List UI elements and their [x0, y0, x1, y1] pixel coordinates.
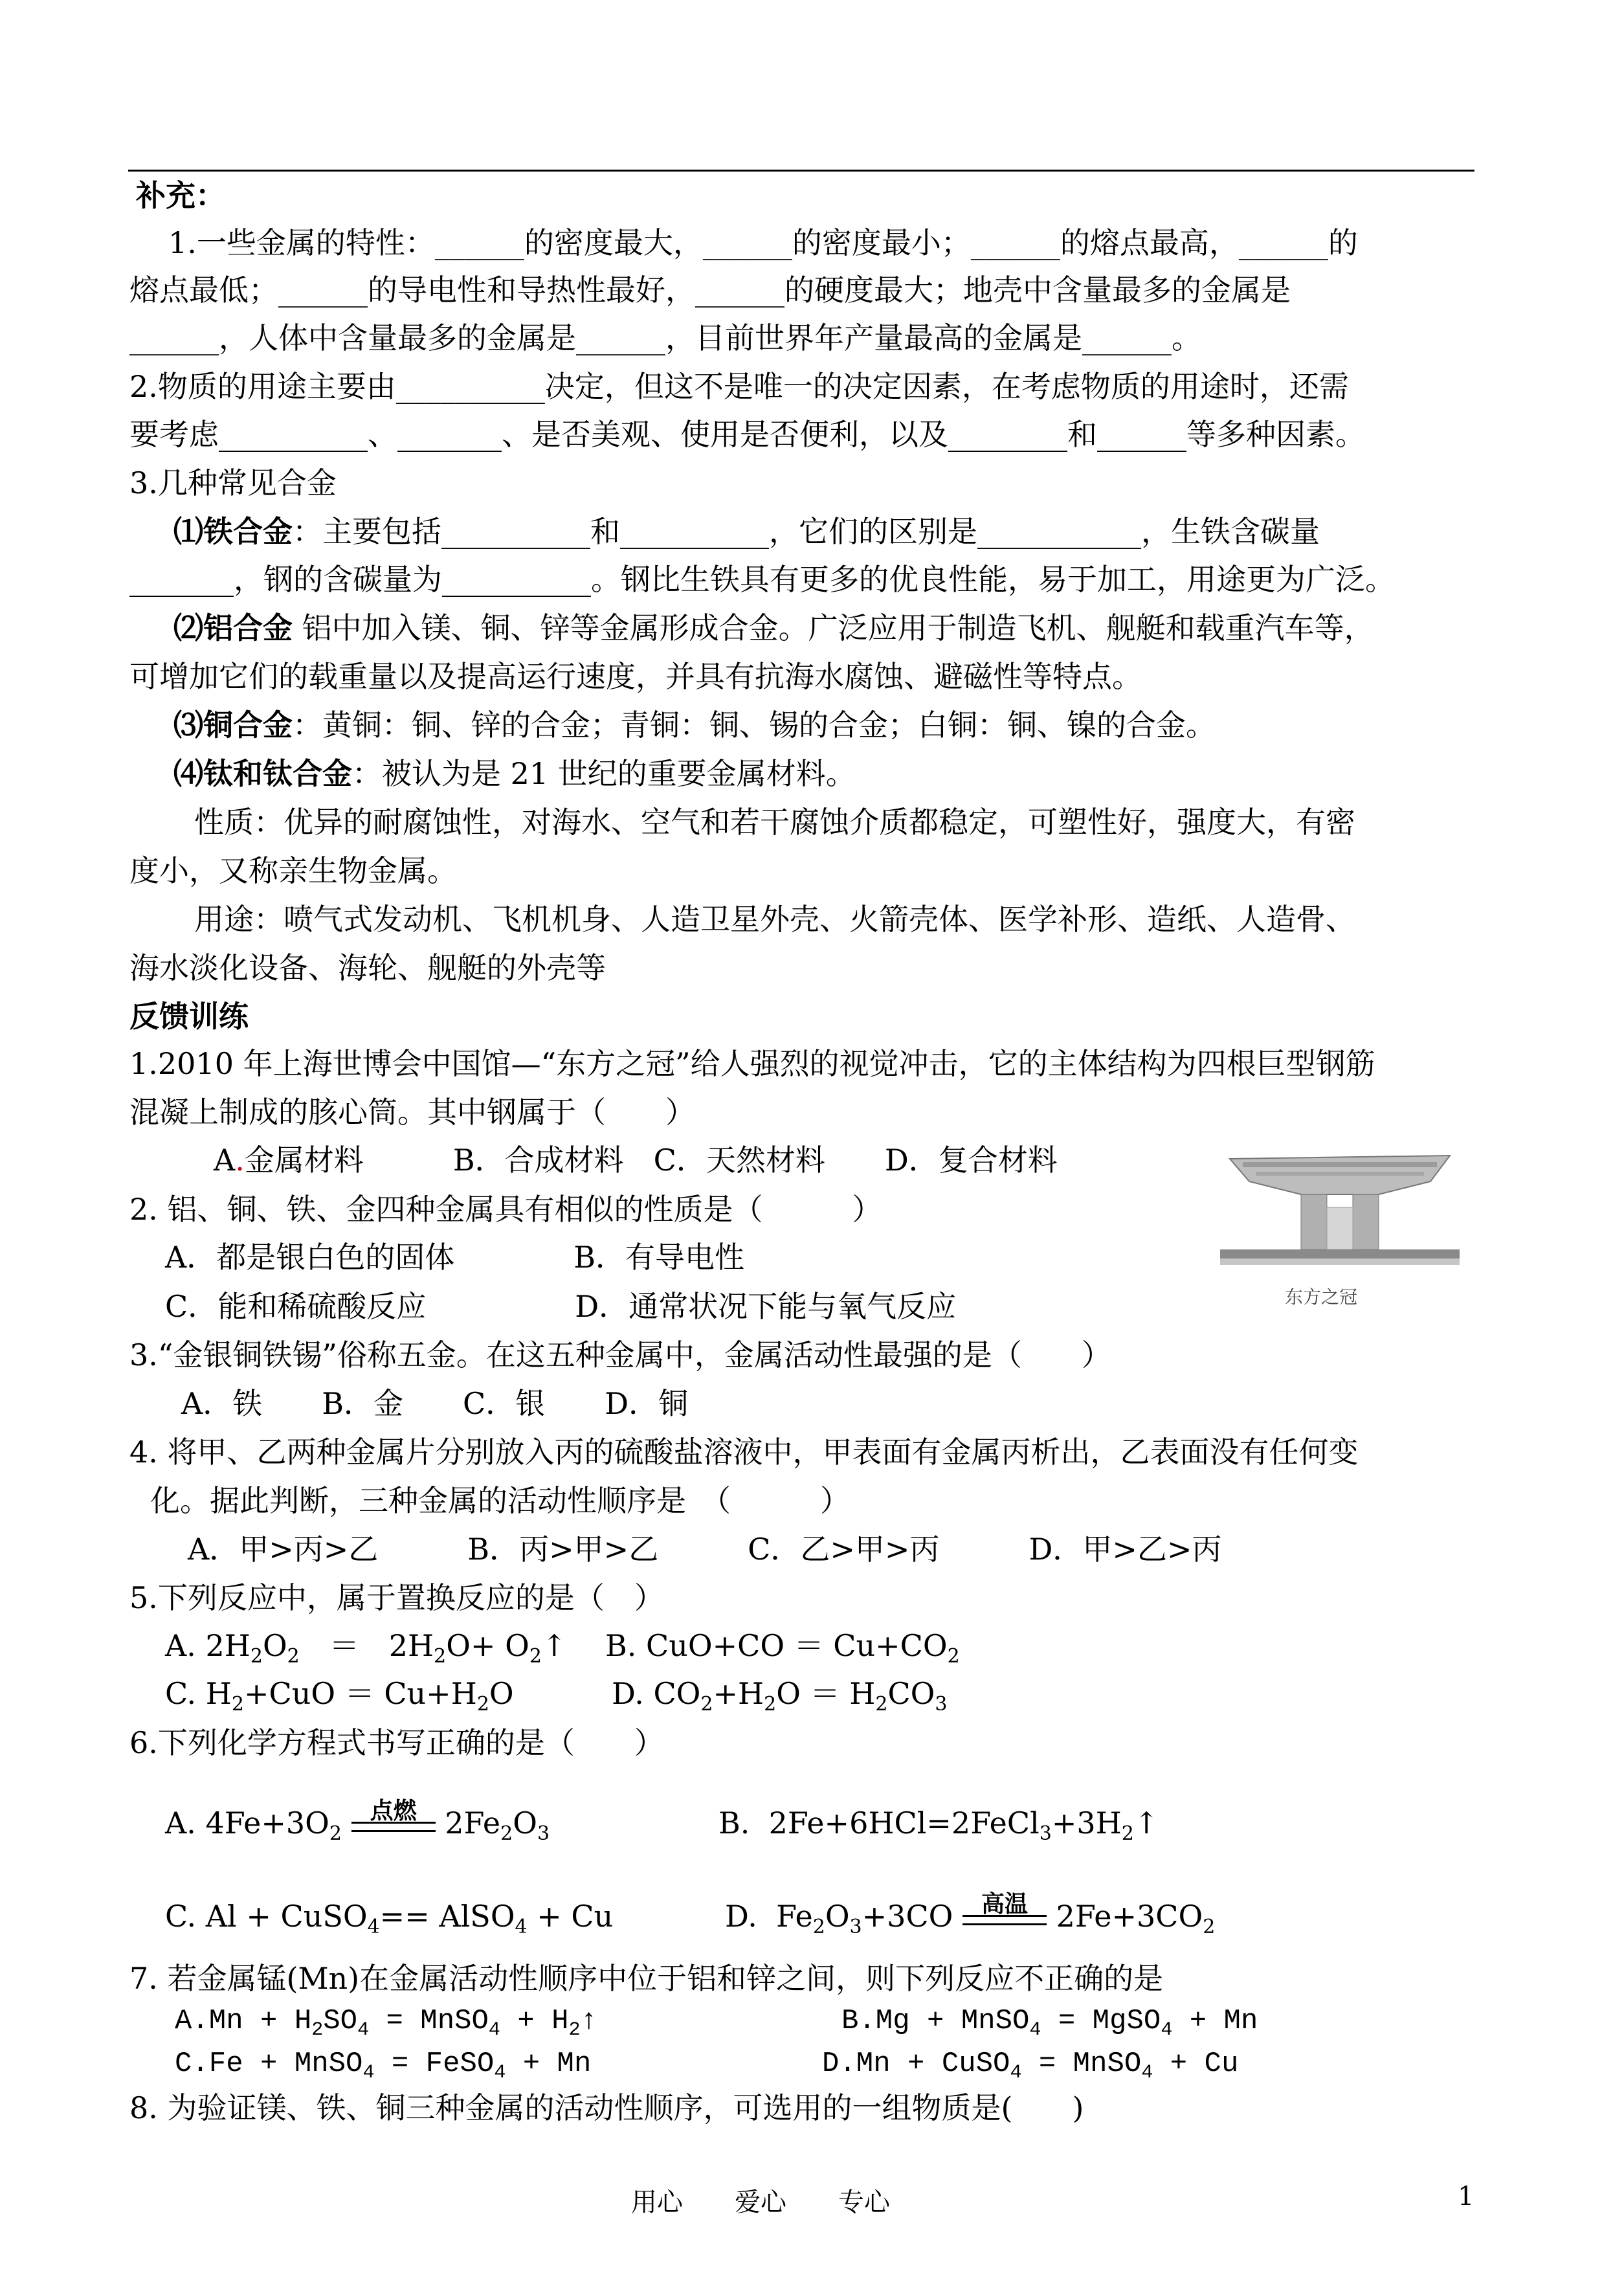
alloy-iron-line: [173, 512, 1320, 551]
supplement-line: 2.物质的用途主要由__________决定，但这不是唯一的决定因素，在考虑物质的用途时，还需: [129, 369, 1349, 404]
question-5-option-c: C. $H_2+CuO = Cu+H_2O$: [165, 1676, 514, 1716]
alloy-copper-line: [173, 706, 1216, 744]
question-2-options: C．能和稀硫酸反应 D．通常状况下能与氧气反应: [165, 1289, 957, 1324]
supplement-heading: 补充：: [136, 178, 225, 213]
question-4-line: 化。据此判断，三种金属的活动性顺序是 （ ）: [150, 1483, 850, 1518]
alloy-aluminum-label: ⑵铝合金: [173, 610, 293, 645]
alloy-iron-label: ⑴铁合金: [173, 514, 293, 549]
question-6-option-b: B. $2Fe+6HCl=2FeCl_3+3H_2↑$: [718, 1806, 1159, 1845]
figure-caption: 东方之冠: [1285, 1286, 1358, 1308]
page-number: 1: [1458, 2182, 1474, 2211]
alloy-copper-text: ：黄铜：铜、锌的合金；青铜：铜、锡的合金；白铜：铜、镍的合金。: [293, 708, 1216, 743]
feedback-heading: 反馈训练: [129, 999, 249, 1034]
supplement-line: 可增加它们的载重量以及提高运行速度，并具有抗海水腐蚀、避磁性等特点。: [129, 659, 1142, 694]
reaction-condition-arrow: [351, 1798, 436, 1842]
question-2-options: A．都是银白色的固体 B．有导电性: [165, 1240, 745, 1275]
option-a-text: 金属材料: [244, 1143, 364, 1178]
supplement-line: 1.一些金属的特性：______的密度最大，______的密度最小；______的熔点最高，______的: [168, 225, 1358, 260]
condition-ignite: 点燃: [370, 1798, 417, 1824]
question-7-option-a: $A.Mn + H_2SO_4$ = MnSO$_4$ + $H_2↑$: [175, 2005, 597, 2041]
question-7-option-b: B.Mg + MnSO$_4$ = MgSO$_4$ + Mn: [841, 2005, 1258, 2041]
question-5-option-b: B. $CuO+CO = Cu+CO_2$: [605, 1628, 960, 1668]
options-b-d: B．合成材料 C．天然材料 D．复合材料: [452, 1143, 1058, 1178]
reaction-condition-arrow: [962, 1891, 1047, 1936]
condition-high-temp: 高温: [981, 1891, 1028, 1918]
alloy-aluminum-line: [173, 609, 1374, 647]
question-3-options: A．铁 B．金 C．银 D．铜: [181, 1386, 689, 1421]
supplement-line: 性质：优异的耐腐蚀性，对海水、空气和若干腐蚀介质都稳定，可塑性好，强度大，有密: [194, 805, 1355, 840]
question-3: 3.“金银铜铁锡”俗称五金。在这五种金属中，金属活动性最强的是（ ）: [129, 1337, 1111, 1372]
question-4-line: 4. 将甲、乙两种金属片分别放入丙的硫酸盐溶液中，甲表面有金属丙析出，乙表面没有任何变: [129, 1435, 1359, 1470]
alloy-iron-text: ：主要包括__________和__________，它们的区别是___________，生铁含碳量: [293, 514, 1320, 549]
supplement-line: 用途：喷气式发动机、飞机机身、人造卫星外壳、火箭壳体、医学补形、造纸、人造骨、: [194, 902, 1355, 937]
supplement-line: 3.几种常见合金: [129, 465, 337, 500]
question-2: 2. 铝、铜、铁、金四种金属具有相似的性质是（ ）: [129, 1192, 882, 1227]
question-6-option-a: A. $4Fe+3O_2$ 点燃 $2Fe_2O_3$: [165, 1804, 550, 1842]
supplement-line: 度小，又称亲生物金属。: [129, 853, 457, 888]
supplement-line: ______，人体中含量最多的金属是______，目前世界年产量最高的金属是______。: [129, 320, 1201, 355]
question-1-options: [214, 1141, 1058, 1180]
supplement-line: _______，钢的含碳量为__________。钢比生铁具有更多的优良性能，易于加工，用途更为广泛。: [129, 562, 1395, 597]
alloy-titanium-text: ：被认为是 21 世纪的重要金属材料。: [352, 756, 856, 791]
question-6-option-c: C. Al + CuSO$_4$== AlSO$_4$ + Cu: [165, 1899, 614, 1938]
question-7: 7. 若金属锰(Mn)在金属活动性顺序中位于铝和锌之间，则下列反应不正确的是: [129, 1961, 1164, 1996]
question-5-option-d: D. $CO_2+H_2O = H_2CO_3$: [612, 1676, 948, 1716]
question-4-options: A．甲>丙>乙 B．丙>甲>乙 C．乙>甲>丙 D．甲>乙>丙: [188, 1532, 1222, 1567]
question-7-option-d: D.Mn + CuSO$_4$ = MnSO$_4$ + Cu: [822, 2048, 1239, 2084]
china-pavilion-figure: [1217, 1143, 1463, 1279]
header-rule: [128, 170, 1474, 172]
supplement-line: 要考虑__________、_______、是否美观、使用是否便利，以及________和______等多种因素。: [129, 417, 1365, 452]
footer-motto: 用心 爱心 专心: [631, 2187, 890, 2217]
question-6: 6.下列化学方程式书写正确的是（ ）: [129, 1725, 664, 1760]
question-7-option-c: C.Fe + MnSO$_4$ = FeSO$_4$ + Mn: [175, 2048, 592, 2084]
question-8: 8. 为验证镁、铁、铜三种金属的活动性顺序，可选用的一组物质是( ): [129, 2090, 1084, 2125]
question-5-option-a: A. $2H_2O_2$ ＝ $2H_2O+$ $O_2↑$: [165, 1628, 567, 1668]
alloy-aluminum-text: 铝中加入镁、铜、锌等金属形成合金。广泛应用于制造飞机、舰艇和载重汽车等，: [293, 610, 1374, 645]
option-a-dot: .: [235, 1143, 245, 1178]
alloy-copper-label: ⑶铜合金: [173, 708, 293, 743]
question-5: 5.下列反应中，属于置换反应的是（ ）: [129, 1580, 664, 1615]
question-1-line: 混凝上制成的胲心筒。其中钢属于（ ）: [129, 1095, 695, 1130]
alloy-titanium-line: [173, 754, 856, 793]
option-a-label: A: [214, 1143, 236, 1178]
question-6-option-d: D. $Fe_2O_3+3CO$ 高温 $2Fe+3CO_2$: [725, 1897, 1215, 1936]
supplement-line: 熔点最低；______的导电性和导热性最好，______的硬度最大；地壳中含量最多的金属是: [129, 273, 1291, 308]
supplement-line: 海水淡化设备、海轮、舰艇的外壳等: [129, 950, 606, 985]
alloy-titanium-label: ⑷钛和钛合金: [173, 756, 352, 791]
question-1-line: 1.2010 年上海世博会中国馆—“东方之冠”给人强烈的视觉冲击，它的主体结构为四根巨型钢筋: [129, 1046, 1375, 1081]
